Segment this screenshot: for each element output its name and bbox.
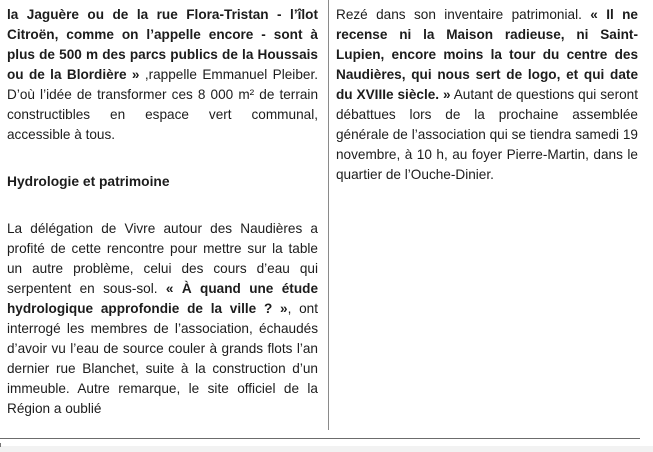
bottom-rule (0, 438, 640, 439)
left-column (7, 5, 318, 419)
body-text: La délégation de Vivre autour des Naudières a profité de cette rencontre pour mettre sur la table un autre problème, celui des cours d’eau qui serpentent en sous-sol. (7, 221, 318, 296)
hydrology-paragraph (7, 219, 318, 419)
column-divider (328, 0, 329, 430)
intro-paragraph (7, 5, 318, 145)
quote-text: « Il ne recense ni la Maison radieuse, ni Saint-Lupien, encore moins la tour du centre des Naudières, qui nous sert de logo, et qui date du XVIIIe siècle. » (336, 7, 638, 102)
bottom-strip (0, 446, 653, 452)
body-text: Autant de questions qui seront débattues lors de la prochaine assemblée générale de l’association qui se tiendra samedi 19 novembre, à 10 h, au foyer Pierre-Martin, dans le quartier de l’Ouche-Dinier. (336, 87, 639, 182)
quote-text: « À quand une étude hydrologique approfondie de la ville ? » (7, 281, 318, 316)
body-text: , ont interrogé les membres de l’association, échaudés d’avoir vu l’eau de source couler à grands flots l’an dernier rue Blanchet, suite à la construction d’un immeuble. Autre remarque, le site officiel de la Région a oublié (7, 301, 318, 416)
quote-text: la Jaguère ou de la rue Flora-Tristan - l’îlot Citroën, comme on l’appelle encore - sont à plus de 500 m des parcs publics de la Houssais ou de la Blordière » (7, 7, 318, 82)
body-text: ,rappelle Emmanuel Pleiber. D’où l’idée de transformer ces 8 000 m² de terrain constructibles en espace vert communal, accessible à tous. (7, 67, 318, 142)
section-heading: Hydrologie et patrimoine (7, 174, 170, 189)
body-text: Rezé dans son inventaire patrimonial. (336, 7, 591, 22)
corner-mark (0, 443, 5, 447)
right-column (336, 5, 638, 185)
heritage-paragraph (336, 5, 638, 185)
